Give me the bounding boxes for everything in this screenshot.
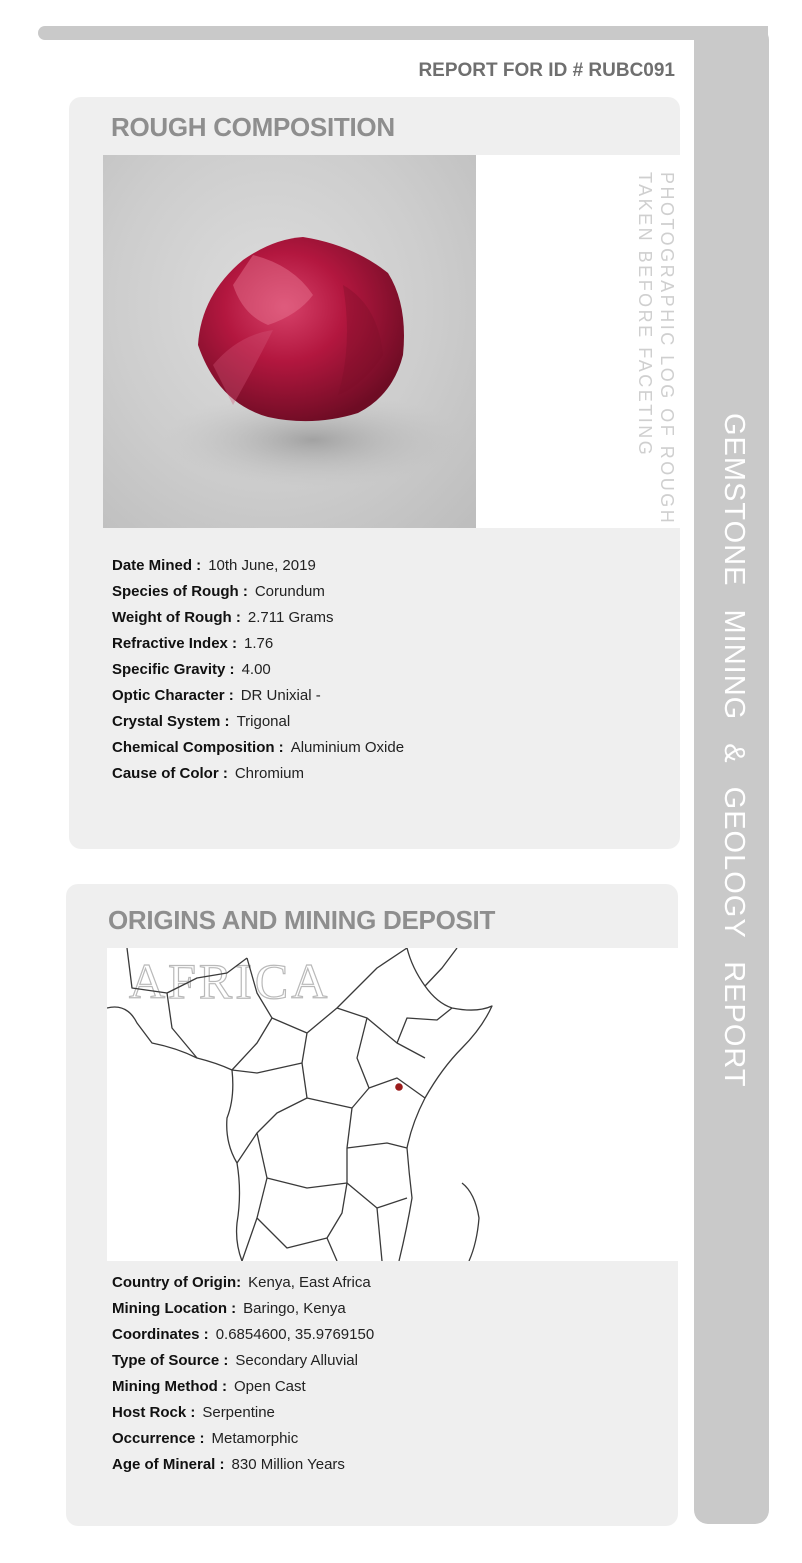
rough-details-list — [112, 557, 404, 791]
detail-label: Optic Character : — [112, 687, 234, 704]
detail-label: Cause of Color : — [112, 765, 228, 782]
rough-gem-photo — [103, 155, 476, 528]
detail-label: Refractive Index : — [112, 635, 238, 652]
photo-note-line-2: TAKEN BEFORE FACETING — [635, 172, 655, 458]
detail-label: Type of Source : — [112, 1352, 229, 1369]
detail-label: Date Mined : — [112, 557, 202, 574]
top-frame-bar — [38, 26, 768, 40]
detail-value: Open Cast — [233, 1378, 306, 1395]
detail-row — [112, 661, 404, 687]
detail-row — [112, 1274, 374, 1300]
ruby-rough-image — [103, 155, 476, 528]
detail-value: 830 Million Years — [231, 1456, 345, 1473]
origins-title: ORIGINS AND MINING DEPOSIT — [108, 905, 496, 935]
detail-label: Species of Rough : — [112, 583, 248, 600]
detail-label: Mining Method : — [112, 1378, 227, 1395]
report-id: REPORT FOR ID # RUBC091 — [418, 60, 675, 81]
side-report-title: GEMSTONE MINING & GEOLOGY REPORT — [718, 413, 750, 1088]
detail-value: 0.6854600, 35.9769150 — [215, 1326, 375, 1343]
detail-row — [112, 557, 404, 583]
detail-value: Kenya, East Africa — [248, 1274, 371, 1291]
detail-value: Metamorphic — [211, 1430, 299, 1447]
detail-row — [112, 1326, 374, 1352]
origins-details-list — [112, 1274, 374, 1482]
detail-row — [112, 1352, 374, 1378]
detail-row — [112, 1300, 374, 1326]
detail-row — [112, 1456, 374, 1482]
detail-label: Age of Mineral : — [112, 1456, 225, 1473]
detail-value: Trigonal — [236, 713, 291, 730]
detail-label: Country of Origin: — [112, 1274, 242, 1291]
detail-label: Mining Location : — [112, 1300, 237, 1317]
africa-map-svg — [107, 948, 678, 1261]
detail-row — [112, 1430, 374, 1456]
detail-value: Aluminium Oxide — [290, 739, 405, 756]
detail-value: DR Unixial - — [240, 687, 321, 704]
detail-row — [112, 739, 404, 765]
detail-value: Corundum — [254, 583, 325, 600]
detail-row — [112, 635, 404, 661]
detail-row — [112, 765, 404, 791]
detail-label: Chemical Composition : — [112, 739, 284, 756]
photo-note — [634, 172, 678, 526]
detail-label: Crystal System : — [112, 713, 230, 730]
detail-value: Chromium — [234, 765, 305, 782]
photo-note-line-1: PHOTOGRAPHIC LOG OF ROUGH — [657, 172, 677, 526]
detail-row — [112, 1378, 374, 1404]
detail-value: 10th June, 2019 — [208, 557, 316, 574]
detail-label: Occurrence : — [112, 1430, 205, 1447]
map-label: AFRICA — [129, 953, 331, 1009]
detail-label: Coordinates : — [112, 1326, 209, 1343]
detail-value: 2.711 Grams — [247, 609, 334, 626]
detail-value: 4.00 — [241, 661, 271, 678]
detail-value: 1.76 — [244, 635, 274, 652]
africa-map — [107, 948, 678, 1261]
detail-label: Weight of Rough : — [112, 609, 241, 626]
detail-label: Host Rock : — [112, 1404, 196, 1421]
detail-row — [112, 687, 404, 713]
detail-row — [112, 1404, 374, 1430]
mine-location-marker — [395, 1083, 403, 1091]
detail-row — [112, 609, 404, 635]
detail-row — [112, 583, 404, 609]
detail-label: Specific Gravity : — [112, 661, 235, 678]
rough-composition-title: ROUGH COMPOSITION — [111, 112, 395, 142]
detail-row — [112, 713, 404, 739]
detail-value: Serpentine — [202, 1404, 275, 1421]
detail-value: Baringo, Kenya — [243, 1300, 346, 1317]
detail-value: Secondary Alluvial — [235, 1352, 358, 1369]
